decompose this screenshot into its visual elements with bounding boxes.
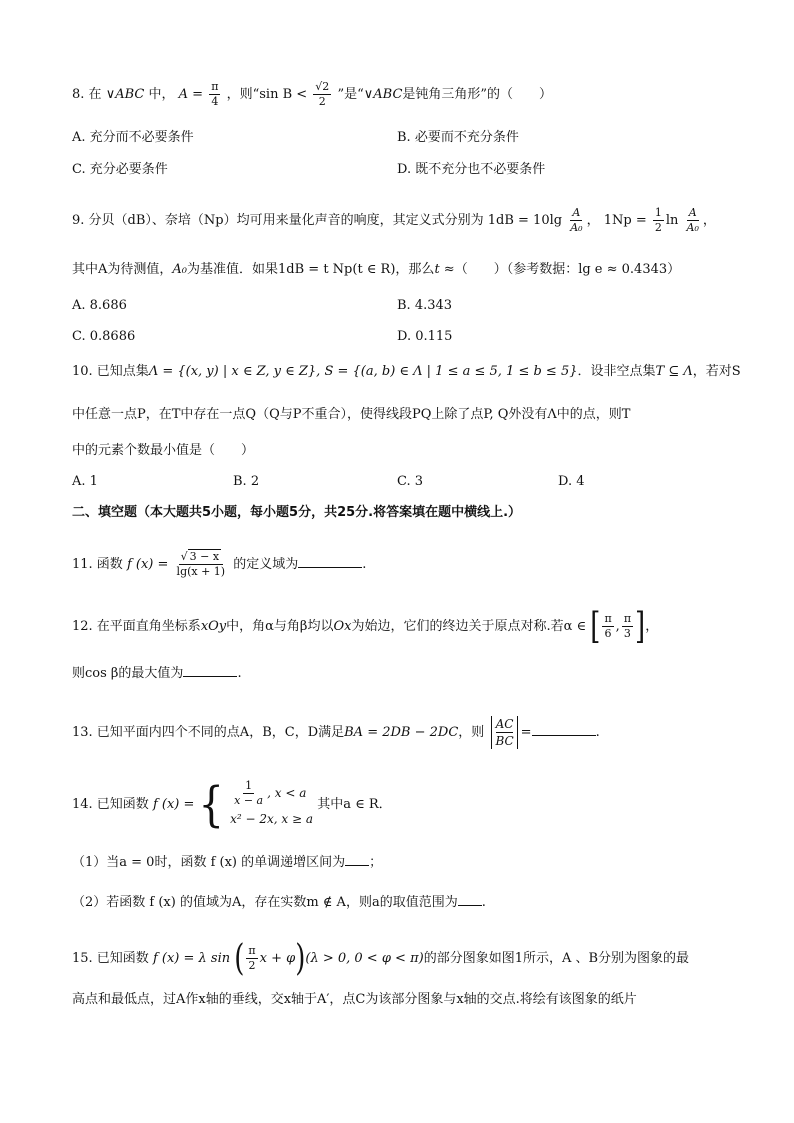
q13-equals: = (520, 725, 532, 740)
frac-den: x − a (234, 794, 264, 807)
q9-frac-half (653, 206, 664, 235)
q8-equals: = (188, 87, 208, 102)
q9-option-d[interactable]: D. 0.115 (397, 329, 453, 344)
q14-end: . (481, 895, 486, 910)
frac-num: AC (495, 717, 514, 731)
q9-t-approx: t ≈ (434, 262, 455, 277)
q15-fx: f (x) = λ sin (152, 951, 231, 966)
q15-arg: x + φ (259, 951, 296, 966)
q14-sub1-text: （1）当a = 0时，函数 f (x) 的单调递增区间为 (72, 855, 346, 870)
frac-den: A₀ (686, 221, 699, 234)
q9-end: ， (702, 213, 716, 228)
q12-text: 12. 在平面直角坐标系 (72, 619, 201, 634)
q13-text: 13. 已知平面内四个不同的点A，B，C，D满足 (72, 725, 345, 740)
q8-angle-a: A (178, 87, 189, 102)
question-14-sub1 (72, 853, 382, 873)
q12-xoy: xOy (200, 619, 227, 634)
q9-ln: ln (665, 213, 679, 228)
q14-case-1 (230, 779, 313, 808)
q15-text: 的部分图象如图1所示，A 、B分别为图象的最 (423, 951, 690, 966)
question-12-line1: 12. 在平面直角坐标系xOy中，角α与角β均以Ox为始边，它们的终边关于原点对称.若α ∈ [ $\frac{\pi}{6}$ , $\frac{\pi}{3}$ ]， (72, 605, 659, 648)
q14-case1-cond: , x < a (267, 786, 307, 800)
q11-fraction (175, 550, 228, 579)
q12-end: . (237, 666, 242, 681)
q8-sqrt2-over-2 (313, 80, 331, 109)
frac-den: lg(x + 1) (176, 565, 226, 578)
q14-sub1-blank[interactable] (345, 865, 369, 866)
q9-text: （ ）（参考数据：lg e ≈ 0.4343） (454, 262, 681, 277)
q15-condition: (λ > 0, 0 < φ < π) (305, 951, 424, 966)
question-9-line1 (72, 206, 716, 235)
frac-num: √ 3 − x (179, 550, 223, 565)
q9-condition: 1dB = t Np(t ∈ R) (278, 262, 396, 277)
q15-text: 15. 已知函数 (72, 951, 149, 966)
q8-number: 8. 在 (72, 87, 102, 102)
sqrt-content: 3 − x (189, 550, 220, 563)
question-15-line2: 高点和最低点，过A作x轴的垂线，交x轴于A′，点C为该部分图象与x轴的交点.将绘有该图象的纸片 (72, 992, 637, 1007)
q12-ox: Ox (333, 619, 352, 634)
q11-end: . (362, 557, 367, 572)
q13-end: . (595, 725, 600, 740)
q12-text: 则cos β的最大值为 (72, 666, 184, 681)
left-bracket: [ (590, 605, 601, 648)
q10-option-a[interactable]: A. 1 (72, 474, 98, 489)
q8-option-d[interactable]: D. 既不充分也不必要条件 (397, 162, 546, 177)
q9-text: 为基准值．如果 (187, 262, 279, 277)
q9-text: ，那么 (395, 262, 435, 277)
q9-option-c[interactable]: C. 0.8686 (72, 329, 136, 344)
q8-sinb: sin B (259, 87, 293, 102)
q8-option-a[interactable]: A. 充分而不必要条件 (72, 130, 194, 145)
q9-db-def: 1dB = 10lg (487, 213, 563, 228)
question-15-line1 (72, 937, 690, 980)
q8-text: 中， (148, 87, 175, 102)
q9-option-b[interactable]: B. 4.343 (397, 298, 453, 313)
q12-pi3 (622, 612, 633, 641)
q10-option-c[interactable]: C. 3 (397, 474, 424, 489)
question-14-sub2 (72, 893, 486, 913)
frac-num: √2 (315, 80, 330, 93)
frac-den: 2 (248, 959, 256, 972)
q8-lt: < (292, 87, 312, 102)
frac-den: 3 (623, 627, 631, 640)
q14-piecewise (230, 779, 313, 830)
q13-text: ，则 (458, 725, 485, 740)
q14-end: ； (369, 855, 383, 870)
question-14 (72, 778, 392, 832)
section-2-heading: 二、填空题（本大题共5小题，每小题5分，共25分.将答案填在题中横线上.） (72, 505, 522, 520)
q8-option-b[interactable]: B. 必要而不充分条件 (397, 130, 519, 145)
question-12-line2 (72, 664, 242, 684)
question-10-line2: 中任意一点P，在T中存在一点Q（Q与P不重合），使得线段PQ上除了点P, Q外没有Λ中的点，则T (72, 407, 631, 422)
frac-num: π (623, 612, 632, 625)
q9-option-a[interactable]: A. 8.686 (72, 298, 127, 313)
q14-brace: { (198, 776, 224, 833)
q12-text: 为始边，它们的终边关于原点对称.若 (351, 619, 564, 634)
right-paren: ) (295, 937, 306, 980)
q9-text: 其中A为待测值， (72, 262, 173, 277)
question-10-line1 (72, 362, 741, 382)
right-bracket: ] (635, 605, 646, 648)
q10-option-d[interactable]: D. 4 (558, 474, 585, 489)
q12-text: 中，角α与角β均以 (226, 619, 334, 634)
question-9-line2 (72, 260, 680, 280)
frac-num: 1 (654, 206, 662, 219)
q12-alpha: α ∈ (563, 619, 587, 634)
frac-num: π (248, 944, 256, 957)
q9-comma: ， (586, 213, 600, 228)
q9-frac-a-a0-2 (685, 206, 701, 235)
frac-num: π (604, 612, 612, 625)
q9-text: 9. 分贝（dB）、奈培（Np）均可用来量化声音的响度，其定义式分别为 (72, 213, 484, 228)
q14-case-2: x² − 2x, x ≥ a (230, 812, 314, 826)
q8-triangle: ∨ABC (363, 87, 403, 102)
q14-text: 其中a ∈ R． (317, 797, 392, 812)
q15-pi2 (246, 944, 257, 973)
q8-option-c[interactable]: C. 充分必要条件 (72, 162, 168, 177)
frac-den: 2 (654, 221, 662, 234)
frac-num: π (211, 80, 219, 93)
frac-den: 4 (211, 95, 219, 108)
frac-den: 6 (604, 627, 612, 640)
q11-text: 11. 函数 (72, 557, 123, 572)
q14-text: 14. 已知函数 (72, 797, 149, 812)
frac-den: 2 (318, 95, 326, 108)
question-8 (72, 80, 552, 109)
q8-pi-over-4 (209, 80, 220, 109)
q10-t: T ⊆ Λ (655, 364, 693, 379)
q8-text: 是钝角三角形”的（ ） (402, 87, 553, 102)
question-11 (72, 550, 366, 579)
frac-den: A₀ (570, 221, 583, 234)
q11-fx: f (x) = (126, 557, 169, 572)
q10-text: ．设非空点集 (577, 364, 656, 379)
q11-text: 的定义域为 (233, 557, 299, 572)
left-paren: ( (234, 937, 245, 980)
q13-answer-blank[interactable] (532, 735, 596, 736)
q14-sub2-blank[interactable] (458, 905, 482, 906)
q10-text: ，若对S (692, 364, 741, 379)
frac-den: BC (495, 734, 514, 748)
q8-text: ，则“ (226, 87, 260, 102)
q9-np-def: 1Np = (603, 213, 651, 228)
q10-option-b[interactable]: B. 2 (233, 474, 260, 489)
q13-ratio (491, 716, 517, 749)
q10-sets: Λ = {(x, y) | x ∈ Z, y ∈ Z}, S = {(a, b) ∈ Λ | 1 ≤ a ≤ 5, 1 ≤ b ≤ 5} (148, 364, 578, 379)
q14-sub2-text: （2）若函数 f (x) 的值域为A，存在实数m ∉ A，则a的取值范围为 (72, 895, 458, 910)
q13-vector-eq: BA = 2DB − 2DC (344, 725, 459, 740)
q14-case1-frac (232, 779, 265, 808)
q12-answer-blank[interactable] (183, 676, 237, 677)
q9-frac-a-a0 (568, 206, 584, 235)
q9-a0: A₀ (172, 262, 187, 277)
frac-num: A (688, 206, 697, 219)
q14-fx: f (x) = (152, 797, 195, 812)
frac-num: A (572, 206, 581, 219)
q12-end: ， (645, 619, 659, 634)
q10-text: 10. 已知点集 (72, 364, 149, 379)
q11-answer-blank[interactable] (298, 567, 362, 568)
question-13 (72, 716, 600, 749)
q8-triangle: ∨ABC (105, 87, 145, 102)
q8-text: ”是“ (337, 87, 364, 102)
question-10-line3: 中的元素个数最小值是（ ） (72, 443, 255, 458)
frac-num: 1 (245, 779, 253, 792)
q12-pi6 (602, 612, 613, 641)
